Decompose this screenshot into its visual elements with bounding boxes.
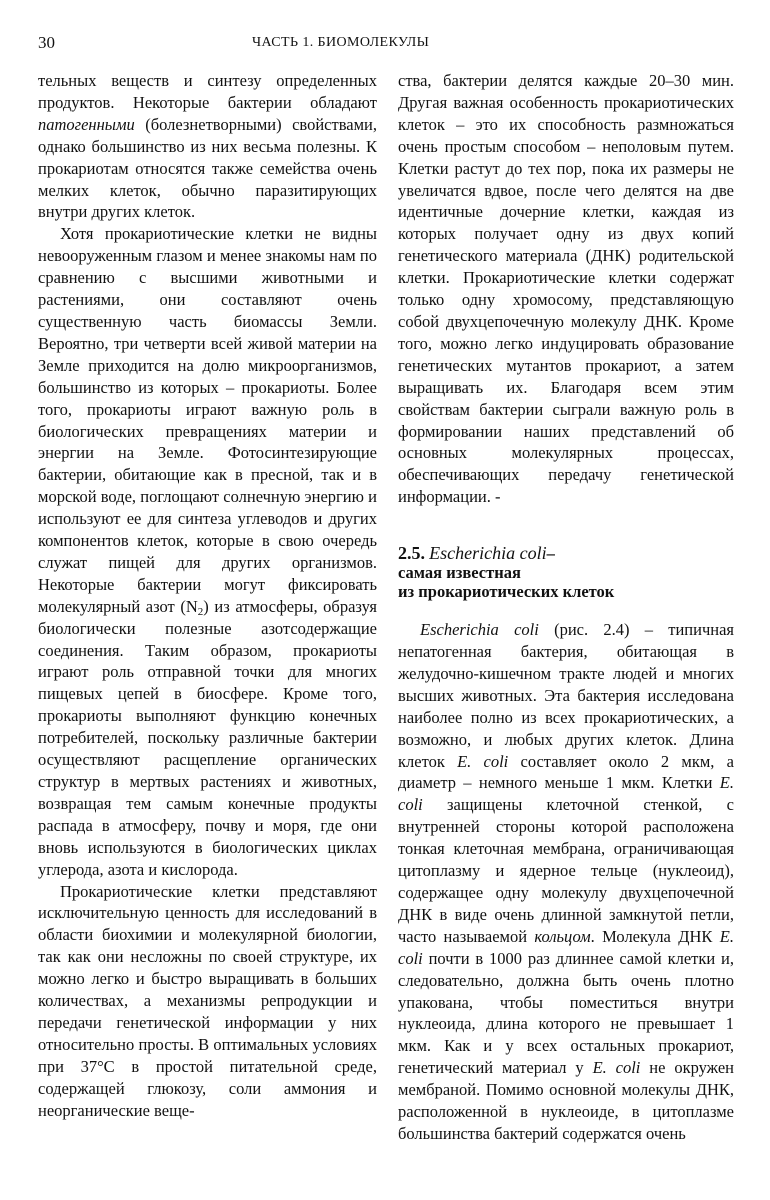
left-paragraph-1: тельных веществ и синтезу определенных продуктов. Некоторые бактерии обладают патогенными (болезнетворными) свойствами, однако большинство из них весьма полезны. К прокариотам относятся также семейства очень мелких клеток, обычно паразитирующих внутри других клеток. [38,71,377,222]
running-title: ЧАСТЬ 1. БИОМОЛЕКУЛЫ [252,35,430,50]
section-heading [398,544,734,601]
left-column [38,70,377,1122]
section-title-line-3: из прокариотических клеток [398,582,615,602]
right-column [398,70,734,1145]
right-paragraph-1: ства, бактерии делятся каждые 20–30 мин. Другая важная особенность прокариотических клеток – это их способность размножаться очень простым способом – неполовым путем. Клетки растут до тех пор, пока их размеры не увеличатся вдвое, после чего делятся на две идентичные дочерние клетки, каждая из которых получает одну из двух копий генетического материала (ДНК) родительской клетки. Прокариотические клетки содержат только одну хромосому, представляющую собой двухцепочечную молекулу ДНК. Кроме того, можно легко индуцировать образование генетических мутантов прокариот, а затем выращивать их. Благодаря всем этим свойствам бактерии сыграли важную роль в формировании наших представлений об основных молекулярных процессах, обеспечивающих передачу генетической информации. - [398,71,734,507]
section-dash: – [546,544,555,564]
subscript: 2 [197,605,204,618]
emphasis-term: патогенными [38,114,135,134]
right-paragraph-2: Escherichia coli (рис. 2.4) – типичная непатогенная бактерия, обитающая в желудочно-кишечном тракте людей и многих высших животных. Эта бактерия исследована наиболее полно из всех прокариотических, а возможно, и любых других клеток. Длина клеток E. coli составляет около 2 мкм, а диаметр – немного меньше 1 мкм. Клетки E. coli защищены клеточной стенкой, с внутренней стороны которой расположена тонкая клеточная мембрана, ограничивающая цитоплазму и ядерное тельце (нуклеоид), содержащее одну молекулу двухцепочечной ДНК в виде очень длинной замкнутой петли, часто называемой кольцом. Молекула ДНК E. coli почти в 1000 раз длиннее самой клетки и, следовательно, должна быть очень плотно упакована, чтобы поместиться внутри нуклеоида, длина которого не превышает 1 мкм. Как и у всех остальных прокариот, генетический материал у E. coli не окружен мембраной. Помимо основной молекулы ДНК, расположенной в нуклеоиде, в цитоплазме большинства бактерий содержатся очень [398,620,734,1143]
section-number: 2.5. [398,543,425,564]
section-title-line-2: самая известная [398,563,521,583]
left-paragraph-3: Прокариотические клетки представляют исключительную ценность для исследований в области биохимии и молекулярной биологии, так как они несложны по своей структуре, их можно легко и быстро выращивать в больших количествах, а механизмы репродукции и передачи генетической информации у них относительно просты. В оптимальных условиях при 37°С в простой питательной среде, содержащей глюкозу, соли аммония и неорганические веще- [38,881,377,1120]
section-genus: Escherichia coli [429,543,547,564]
left-paragraph-2: Хотя прокариотические клетки не видны невооруженным глазом и менее знакомы нам по сравнению с высшими животными и растениями, они составляют очень существенную часть биомассы Земли. Вероятно, три четверти всей живой материи на Земле приходится на долю микроорганизмов, большинство из которых – прокариоты. Более того, прокариоты играют важную роль в биологических превращениях материи и энергии на Земле. Фотосинтезирующие бактерии, обитающие как в пресной, так и в морской воде, поглощают солнечную энергию и используют ее для синтеза углеводов и других компонентов клеток, которые в свою очередь служат пищей для других организмов. Некоторые бактерии могут фиксировать молекулярный азот $(N_2)$ из атмосферы, образуя биологически полезные азотсодержащие соединения. Таким образом, прокариоты играют роль отправной точки для многих пищевых цепей в биосфере. Кроме того, прокариоты выполняют функцию конечных потребителей, поскольку различные бактерии осуществляют расщепление органических структур в мертвых растениях и животных, возвращая тем самым конечные продукты распада в атмосферу, почву и моря, где они вновь используются в биологических циклах углерода, азота и кислорода. [38,224,378,879]
page-number: 30 [38,33,55,52]
